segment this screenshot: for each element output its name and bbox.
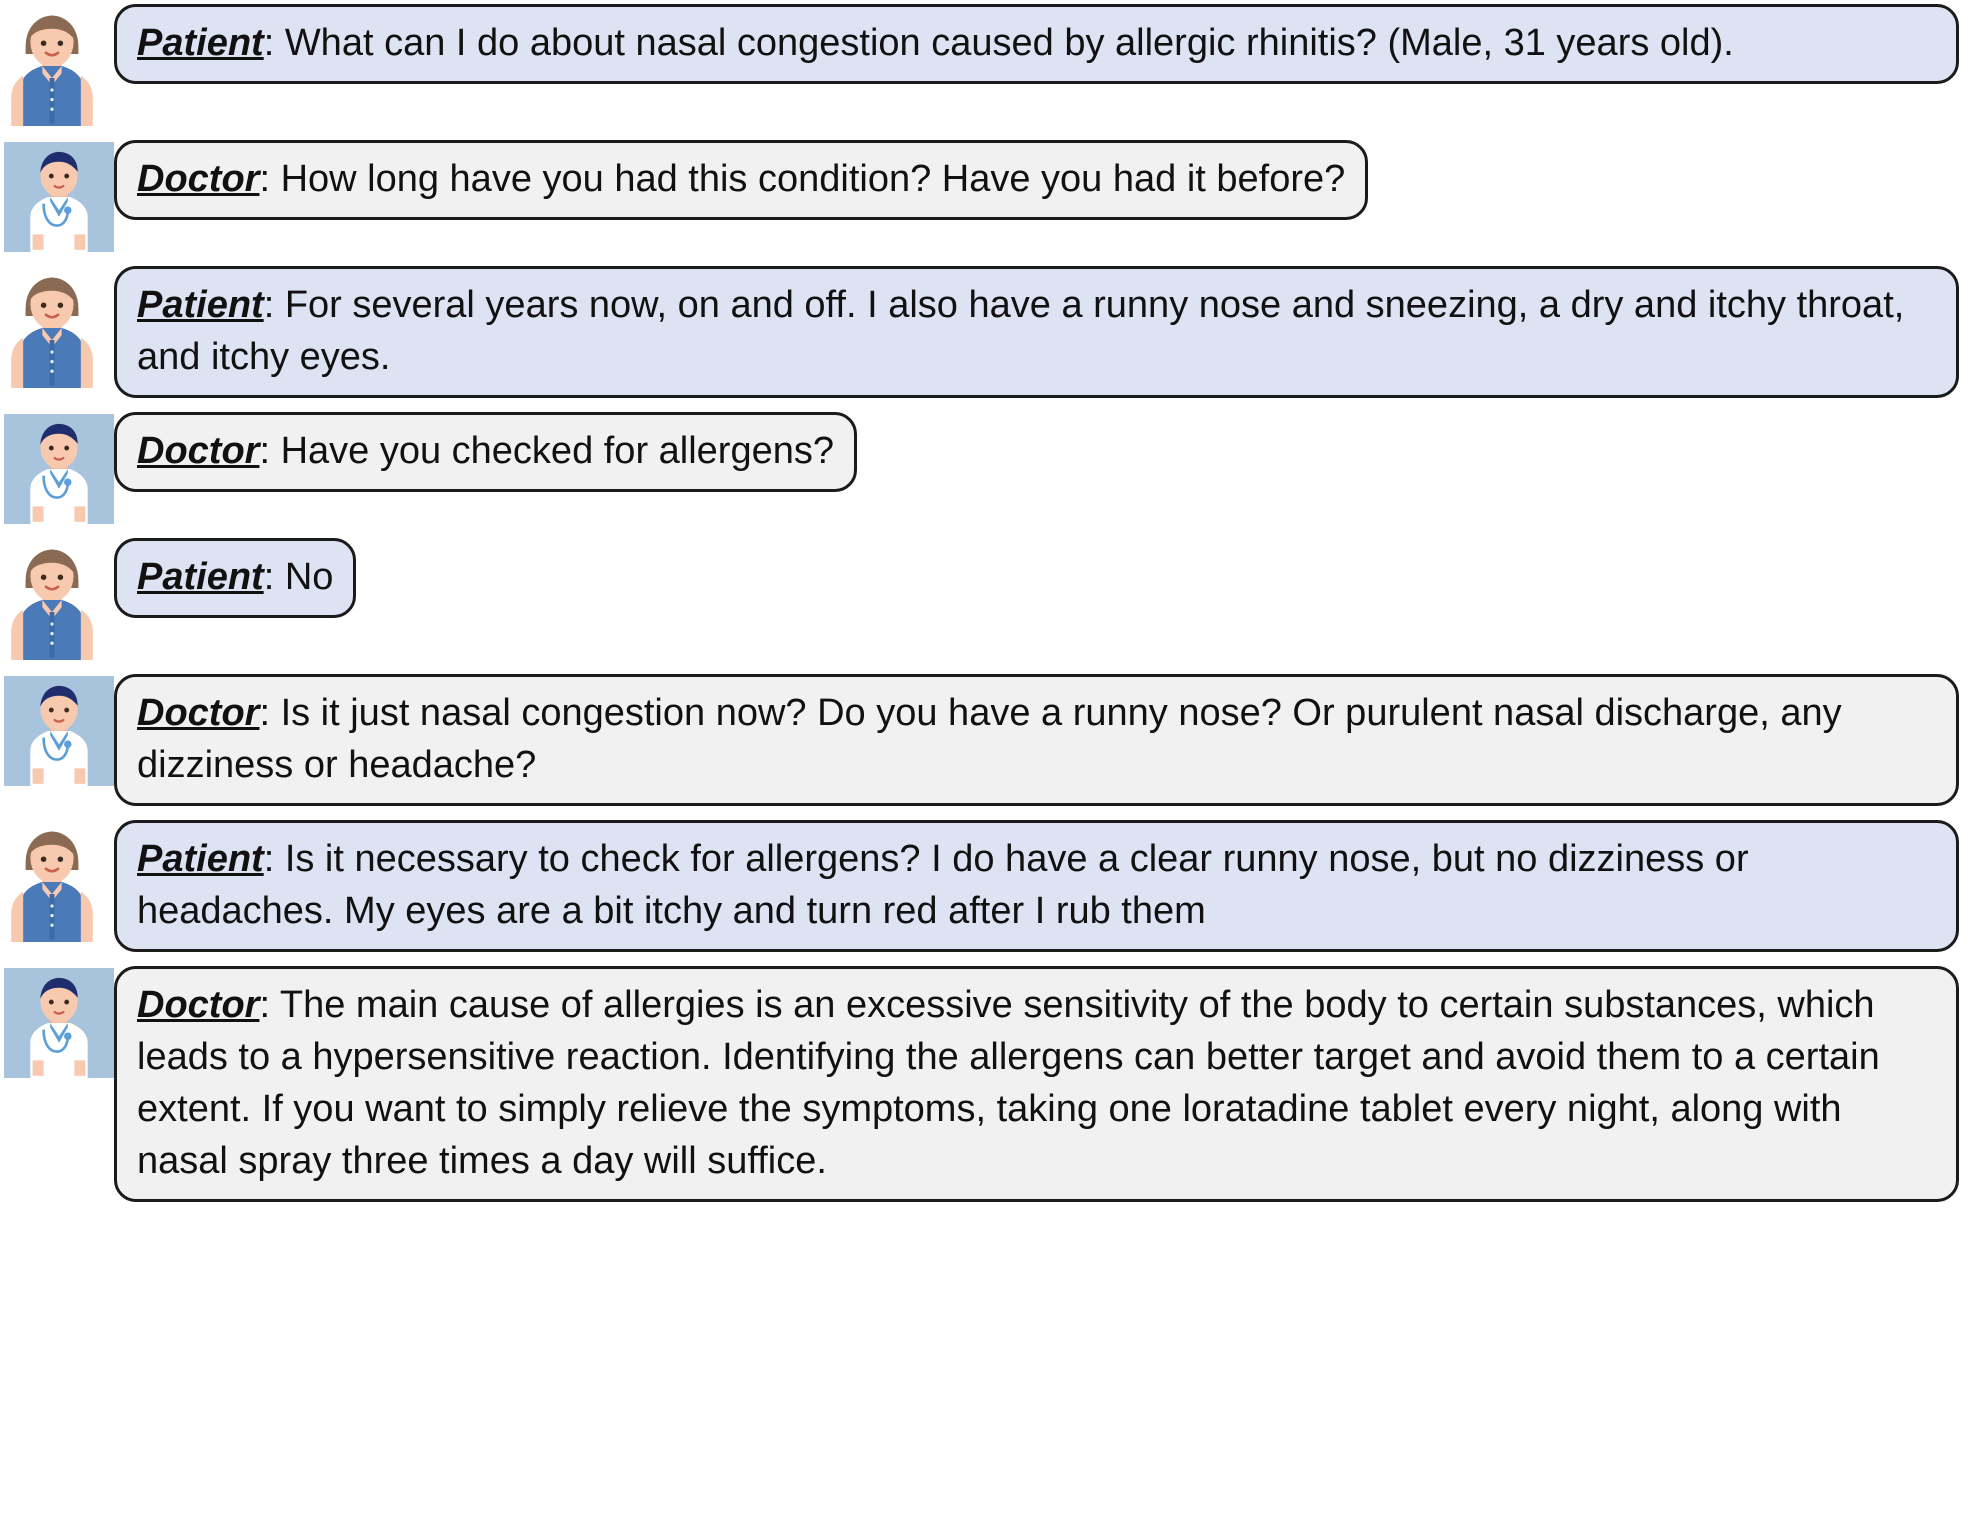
- speaker-label: Doctor: [137, 984, 260, 1027]
- speaker-label: Patient: [137, 284, 264, 326]
- message-text: : How long have you had this condition? Have you had it before?: [259, 158, 1346, 200]
- speaker-label: Patient: [137, 838, 264, 881]
- doctor-avatar-icon: [4, 674, 114, 786]
- chat-turn-patient: [4, 820, 1974, 952]
- message-text: : Have you checked for allergens?: [259, 430, 834, 473]
- chat-turn-doctor: [4, 674, 1974, 806]
- chat-turn-patient: [4, 266, 1974, 398]
- message-text: : For several years now, on and off. I also have a runny nose and sneezing, a dry and itchy throat, and itchy eyes.: [137, 284, 1905, 379]
- patient-avatar-icon: [4, 266, 114, 388]
- chat-turn-doctor: [4, 966, 1974, 1202]
- speaker-label: Patient: [137, 556, 264, 599]
- message-text: : The main cause of allergies is an excessive sensitivity of the body to certain substances, which leads to a hypersensitive reaction. Identifying the allergens can better target and avoid them to a certain extent. If you want to simply relieve the symptoms, taking one loratadine tablet every night, along with nasal spray three times a day will suffice.: [137, 984, 1880, 1183]
- speaker-label: Doctor: [137, 158, 260, 200]
- doctor-avatar-icon: [4, 140, 114, 252]
- speaker-label: Doctor: [137, 692, 260, 735]
- message-text: : What can I do about nasal congestion caused by allergic rhinitis? (Male, 31 years old).: [263, 22, 1734, 64]
- message-bubble: [114, 538, 356, 618]
- message-text: : Is it necessary to check for allergens? I do have a clear runny nose, but no dizziness or headaches. My eyes are a bit itchy and turn red after I rub them: [137, 838, 1749, 933]
- speaker-label: Patient: [137, 22, 264, 64]
- chat-turn-doctor: [4, 140, 1974, 252]
- message-bubble: [114, 4, 1959, 84]
- patient-avatar-icon: [4, 4, 114, 126]
- message-bubble: [114, 266, 1959, 398]
- patient-avatar-icon: [4, 820, 114, 942]
- message-text: : Is it just nasal congestion now? Do you have a runny nose? Or purulent nasal discharge, any dizziness or headache?: [137, 692, 1842, 787]
- speaker-label: Doctor: [137, 430, 260, 473]
- chat-turn-patient: [4, 538, 1974, 660]
- chat-turn-patient: [4, 4, 1974, 126]
- doctor-avatar-icon: [4, 966, 114, 1078]
- message-bubble: [114, 412, 857, 492]
- patient-avatar-icon: [4, 538, 114, 660]
- doctor-avatar-icon: [4, 412, 114, 524]
- message-bubble: [114, 674, 1959, 806]
- message-text: : No: [263, 556, 334, 599]
- message-bubble: [114, 140, 1368, 220]
- message-bubble: [114, 820, 1959, 952]
- message-bubble: [114, 966, 1959, 1202]
- chat-turn-doctor: [4, 412, 1974, 524]
